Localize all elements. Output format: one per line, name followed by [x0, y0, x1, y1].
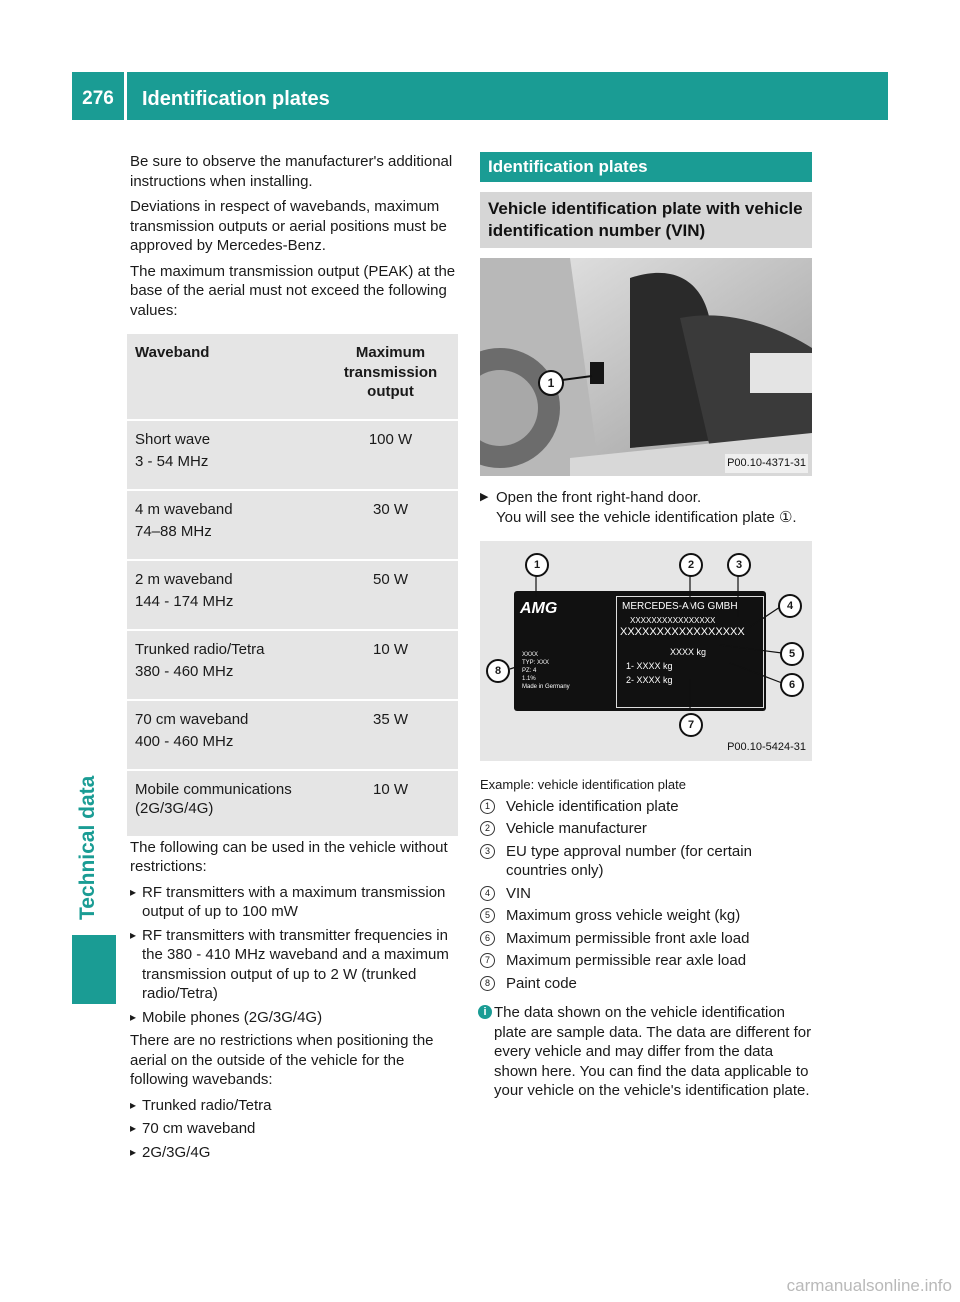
table-row — [127, 771, 458, 838]
table-header-row — [127, 334, 458, 421]
callout-6-icon: 6 — [780, 673, 804, 697]
plate-figure-code: P00.10-5424-31 — [727, 740, 806, 753]
callout-2-icon: 2 — [679, 553, 703, 577]
callout-3-icon: 3 — [727, 553, 751, 577]
info-icon: i — [478, 1005, 492, 1019]
waveband-range: 144 - 174 MHz — [135, 593, 234, 610]
paragraph: Deviations in respect of wavebands, maximum transmission outputs or aerial positions must be approved by Mercedes-Benz. — [130, 198, 447, 254]
watermark: carmanualsonline.info — [786, 1276, 952, 1295]
table-row — [127, 561, 458, 631]
section-title: Identification plates — [480, 152, 812, 182]
list-item: ▸ RF transmitters with a maximum transmission output of up to 100 mW — [130, 883, 460, 922]
legend-text: Vehicle identification plate — [506, 797, 679, 815]
list-item: ▸ RF transmitters with transmitter frequencies in the 380 - 410 MHz waveband and a maximum transmission output of up to 2 W (trunked radio/Tetra) — [130, 926, 460, 1004]
list-item — [480, 797, 812, 817]
waveband-name: Trunked radio/Tetra — [135, 640, 265, 658]
list-item — [480, 842, 812, 881]
callout-1-icon: 1 — [525, 553, 549, 577]
table-row — [127, 631, 458, 701]
max-output: 30 W — [372, 500, 408, 518]
list-item — [480, 929, 812, 949]
amg-logo: AMG — [520, 600, 558, 617]
door-sill-photo — [480, 258, 812, 476]
paint-line: 1.1% — [522, 676, 536, 682]
list-item — [480, 819, 812, 839]
paint-line: PZ: 4 — [522, 668, 537, 674]
number-circle-icon: 6 — [480, 931, 495, 946]
number-circle-icon: 3 — [480, 844, 495, 859]
paint-line: XXXX — [522, 652, 539, 658]
number-circle-icon: 5 — [480, 908, 495, 923]
max-output: 100 W — [368, 430, 413, 448]
waveband-name: 4 m waveband — [135, 500, 233, 518]
waveband-range: 400 - 460 MHz — [135, 733, 234, 750]
number-circle-icon: 7 — [480, 953, 495, 968]
legend-text: Vehicle manufacturer — [506, 820, 647, 837]
list-item — [480, 884, 812, 904]
callout-4-icon: 4 — [778, 594, 802, 618]
legend-text: Maximum permissible front axle load — [506, 929, 750, 947]
photo-code: P00.10-4371-31 — [725, 454, 808, 474]
col-header-output: Maximum transmission output — [343, 344, 438, 400]
max-output: 35 W — [372, 710, 408, 728]
max-output: 50 W — [372, 570, 408, 588]
number-circle-icon: 8 — [480, 976, 495, 991]
list-item — [480, 974, 812, 994]
callout-5-icon: 5 — [780, 642, 804, 666]
page-title: Identification plates — [142, 88, 330, 110]
list-item: ▸ Mobile phones (2G/3G/4G) — [130, 1008, 460, 1028]
paint-line: TYP: XXX — [522, 660, 550, 666]
list-item — [480, 951, 812, 971]
max-output: 10 W — [372, 780, 408, 798]
header-divider — [124, 72, 127, 120]
waveband-name: 70 cm waveband — [135, 710, 249, 728]
plate-weight-rear: 2- XXXX kg — [626, 675, 673, 685]
callout-8-icon: 8 — [486, 659, 510, 683]
list-item — [480, 906, 812, 926]
door-photo-illustration — [480, 258, 812, 476]
paragraph: Be sure to observe the manufacturer's additional instructions when installing. — [130, 153, 453, 190]
side-tab-label: Technical data — [76, 775, 99, 920]
legend-text: EU type approval number (for certain countries only) — [506, 842, 752, 879]
legend-list — [480, 797, 812, 994]
plate-manufacturer: MERCEDES-AMG GMBH — [622, 601, 738, 612]
right-column — [480, 152, 812, 1101]
plate-approval: XXXXXXXXXXXXXXXX — [630, 616, 716, 625]
step-text: ▶ Open the front right-hand door. — [496, 489, 702, 506]
subsection-title: Vehicle identification plate with vehicle identification number (VIN) — [480, 192, 812, 248]
paragraph: The maximum transmission output (PEAK) at the base of the aerial must not exceed the following values: — [130, 262, 456, 319]
waveband-table — [127, 334, 458, 838]
number-circle-icon: 4 — [480, 886, 495, 901]
waveband-name: 2 m waveband — [135, 570, 233, 588]
paragraph: There are no restrictions when positioning the aerial on the outside of the vehicle for the following wavebands: — [130, 1032, 434, 1088]
col-header-waveband: Waveband — [135, 344, 210, 361]
page-header — [72, 72, 888, 120]
list-item: ▸ Trunked radio/Tetra — [130, 1096, 460, 1116]
legend-text: Maximum gross vehicle weight (kg) — [506, 907, 741, 924]
legend-text: VIN — [506, 884, 532, 902]
left-column — [130, 152, 460, 1166]
table-row — [127, 421, 458, 491]
max-output: 10 W — [372, 640, 408, 658]
page-number: 276 — [82, 88, 114, 109]
table-row — [127, 491, 458, 561]
figure-caption: Example: vehicle identification plate — [480, 777, 686, 792]
waveband-range: 380 - 460 MHz — [135, 663, 234, 680]
side-tab-marker — [72, 935, 116, 1004]
plate-weight-total: XXXX kg — [670, 647, 707, 657]
legend-text: Paint code — [506, 974, 577, 992]
number-circle-icon: 1 — [480, 799, 495, 814]
step-result: You will see the vehicle identification plate ①. — [496, 508, 797, 526]
note-text: The data shown on the vehicle identification plate are sample data. The data are different for every vehicle and may differ from the data shown here. You can find the data applicable to your vehicle on the vehicle's identification plate. — [494, 1004, 812, 1099]
info-note — [480, 1003, 812, 1101]
callout-1-icon: 1 — [538, 370, 564, 396]
legend-text: Maximum permissible rear axle load — [506, 952, 747, 969]
paint-line: Made in Germany — [522, 684, 570, 690]
identification-plate-figure — [480, 541, 812, 761]
paragraph: The following can be used in the vehicle without restrictions: — [130, 838, 448, 875]
plate-vin: XXXXXXXXXXXXXXXXX — [620, 626, 745, 638]
instruction-step — [480, 488, 812, 527]
plate-weight-front: 1- XXXX kg — [626, 661, 673, 671]
list-item: ▸ 70 cm waveband — [130, 1119, 460, 1139]
table-row — [127, 701, 458, 771]
waveband-name: Mobile communications (2G/3G/4G) — [135, 780, 292, 817]
waveband-name: Short wave — [135, 430, 211, 448]
waveband-range: 74–88 MHz — [135, 523, 212, 540]
list-item: ▸ 2G/3G/4G — [130, 1143, 460, 1163]
callout-7-icon: 7 — [679, 713, 703, 737]
number-circle-icon: 2 — [480, 821, 495, 836]
waveband-range: 3 - 54 MHz — [135, 453, 209, 470]
